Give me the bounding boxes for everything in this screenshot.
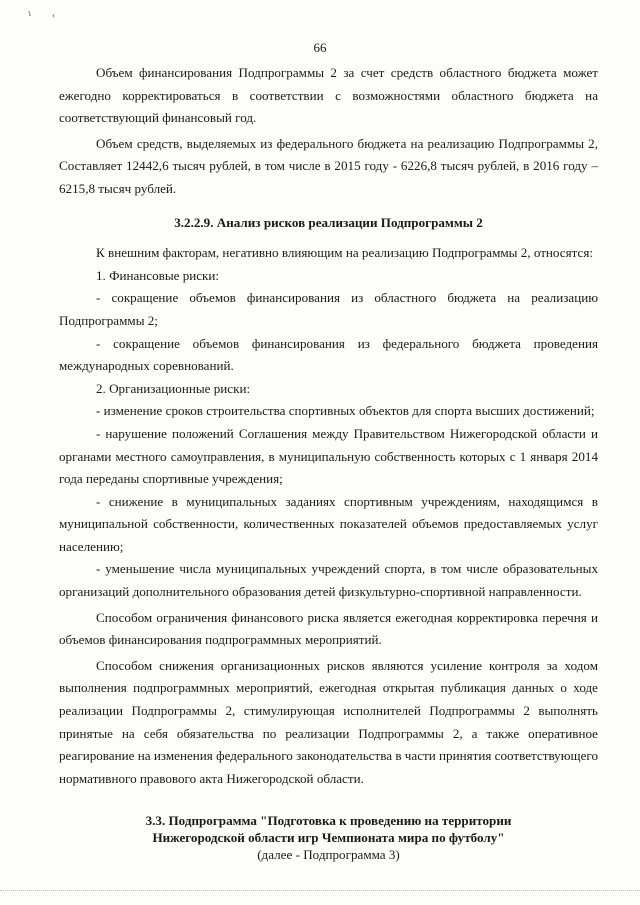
paragraph-budget-adjustment: Объем финансирования Подпрограммы 2 за счет средств областного бюджета может ежегодно корректироваться в соответствии с возможностями областного бюджета на соответствующий финансовый год. bbox=[59, 65, 598, 126]
list-item-organizational-risk: - нарушение положений Соглашения между Правительством Нижегородской области и органами местного самоуправления, в муниципальную собственность которых с 1 января 2014 года переданы спортивные учреждения; bbox=[59, 425, 598, 487]
section-heading-subprogram-3 bbox=[59, 812, 598, 863]
subprogram-3-title-line1: 3.3. Подпрограмма "Подготовка к проведению на территории bbox=[145, 813, 512, 829]
financial-risks-title: 1. Финансовые риски: bbox=[96, 267, 220, 283]
paragraph-financial-mitigation: Способом ограничения финансового риска является ежегодная корректировка перечня и объемов финансирования подпрограммных мероприятий. bbox=[59, 609, 598, 648]
subprogram-3-subtitle: (далее - Подпрограмма 3) bbox=[257, 847, 400, 863]
paragraph-federal-funding: Объем средств, выделяемых из федерального бюджета на реализацию Подпрограммы 2, Составляет 12442,6 тысяч рублей, в том числе в 2015 году - 6226,8 тысяч рублей, в 2016 году – 6215,8 тысяч рублей. bbox=[59, 135, 598, 196]
scan-artifact: ɿ bbox=[28, 8, 31, 18]
document-body bbox=[59, 62, 598, 863]
scan-footer-line bbox=[0, 890, 640, 891]
paragraph-risk-intro: К внешним факторам, негативно влияющим на реализацию Подпрограммы 2, относятся: bbox=[96, 245, 593, 261]
paragraph-organizational-mitigation: Способом снижения организационных рисков являются усиление контроля за ходом выполнения подпрограммных мероприятий, ежегодная открытая публикация данных о ходе реализации Подпрограммы 2, стимулирующая исполнителей Подпрограммы 2 выполнять принятые на себя обязательства по реализации Подпрограммы 2, а также оперативное реагирование на изменения федерального законодательства в части принятия соответствующего нормативного правового акта Нижегородской области. bbox=[59, 657, 598, 786]
page-number: 66 bbox=[313, 40, 327, 55]
organizational-risks-title: 2. Организационные риски: bbox=[96, 380, 251, 396]
list-item-organizational-risk: - снижение в муниципальных заданиях спортивным учреждениям, находящимся в муниципальной собственности, количественных показателей объемов предоставляемых услуг населению; bbox=[59, 493, 598, 554]
list-item-financial-risk: - сокращение объемов финансирования из областного бюджета на реализацию Подпрограммы 2; bbox=[59, 290, 598, 328]
list-item-financial-risk: - сокращение объемов финансирования из федерального бюджета проведения международных соревнований. bbox=[59, 335, 598, 374]
section-heading-risk-analysis: 3.2.2.9. Анализ рисков реализации Подпрограммы 2 bbox=[174, 214, 483, 230]
subprogram-3-title-line2: Нижегородской области игр Чемпионата мира по футболу" bbox=[152, 830, 505, 846]
list-item-organizational-risk: - уменьшение числа муниципальных учреждений спорта, в том числе образовательных организаций дополнительного образования детей физкультурно-спортивной направленности. bbox=[59, 561, 598, 600]
scan-artifact: ‹ bbox=[52, 10, 55, 20]
list-item-organizational-risk: - изменение сроков строительства спортивных объектов для спорта высших достижений; bbox=[96, 403, 595, 419]
